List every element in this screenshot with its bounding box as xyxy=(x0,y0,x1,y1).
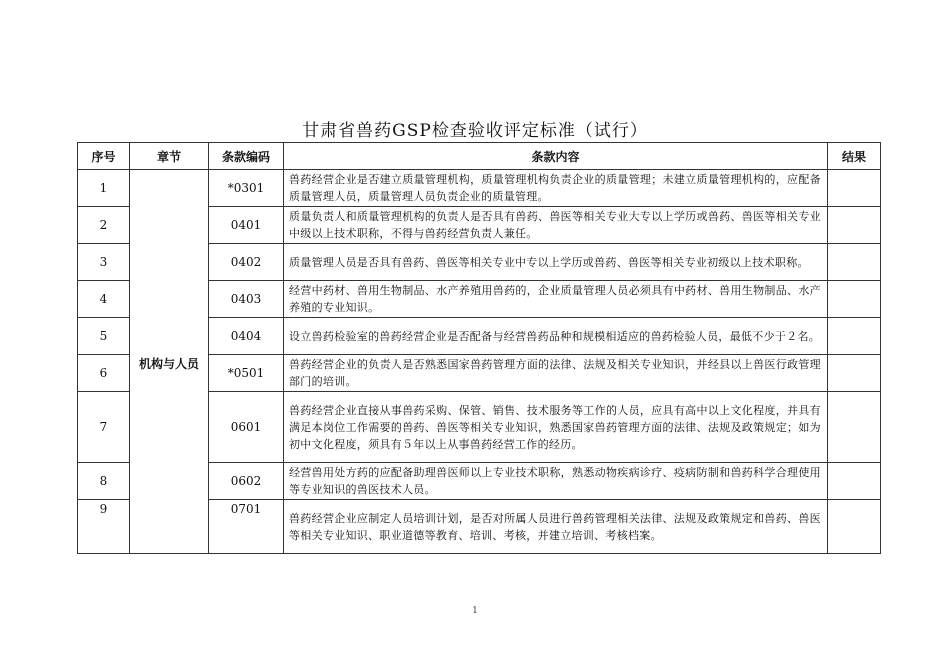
header-content: 条款内容 xyxy=(284,143,828,170)
row-code: 0401 xyxy=(209,207,284,244)
row-code: 0701 xyxy=(209,500,284,554)
row-seq: 4 xyxy=(78,281,130,318)
row-code: *0301 xyxy=(209,170,284,207)
header-code: 条款编码 xyxy=(209,143,284,170)
row-content: 经营中药材、兽用生物制品、水产养殖用兽药的，企业质量管理人员必须具有中药材、兽用生物制品、水产养殖的专业知识。 xyxy=(284,281,828,318)
row-seq: 3 xyxy=(78,244,130,281)
row-result xyxy=(828,463,881,500)
row-code: 0404 xyxy=(209,318,284,355)
row-result xyxy=(828,318,881,355)
row-content: 设立兽药检验室的兽药经营企业是否配备与经营兽药品种和规模相适应的兽药检验人员，最低不少于２名。 xyxy=(284,318,828,355)
row-result xyxy=(828,244,881,281)
row-result xyxy=(828,500,881,554)
row-result xyxy=(828,392,881,463)
inspection-standard-table xyxy=(77,142,881,554)
row-seq: 7 xyxy=(78,392,130,463)
row-seq: 1 xyxy=(78,170,130,207)
row-content: 经营兽用处方药的应配备助理兽医师以上专业技术职称，熟悉动物疾病诊疗、疫病防制和兽药科学合理使用等专业知识的兽医技术人员。 xyxy=(284,463,828,500)
row-seq: 2 xyxy=(78,207,130,244)
document-title: 甘肃省兽药GSP检查验收评定标准（试行） xyxy=(302,121,648,141)
row-result xyxy=(828,170,881,207)
table-header-row xyxy=(78,143,881,170)
chapter-cell: 机构与人员 xyxy=(130,170,209,554)
row-result xyxy=(828,207,881,244)
row-seq: 5 xyxy=(78,318,130,355)
row-content: 兽药经营企业应制定人员培训计划，是否对所属人员进行兽药管理相关法律、法规及政策规定和兽药、兽医等相关专业知识、职业道德等教育、培训、考核，并建立培训、考核档案。 xyxy=(284,500,828,554)
row-seq: 8 xyxy=(78,463,130,500)
row-content: 兽药经营企业的负责人是否熟悉国家兽药管理方面的法律、法规及相关专业知识，并经县以上兽医行政管理部门的培训。 xyxy=(284,355,828,392)
row-code: 0402 xyxy=(209,244,284,281)
row-seq: 9 xyxy=(78,500,130,554)
header-chapter: 章节 xyxy=(130,143,209,170)
row-code: *0501 xyxy=(209,355,284,392)
row-content: 质量负责人和质量管理机构的负责人是否具有兽药、兽医等相关专业大专以上学历或兽药、兽医等相关专业中级以上技术职称，不得与兽药经营负责人兼任。 xyxy=(284,207,828,244)
page-number: 1 xyxy=(472,606,478,616)
row-content: 质量管理人员是否具有兽药、兽医等相关专业中专以上学历或兽药、兽医等相关专业初级以上技术职称。 xyxy=(284,244,828,281)
row-content: 兽药经营企业直接从事兽药采购、保管、销售、技术服务等工作的人员，应具有高中以上文化程度，并具有满足本岗位工作需要的兽药、兽医等相关专业知识，熟悉国家兽药管理方面的法律、法规及政策规定；如为初中文化程度，须具有５年以上从事兽药经营工作的经历。 xyxy=(284,392,828,463)
row-seq: 6 xyxy=(78,355,130,392)
table-row xyxy=(78,170,881,207)
row-content: 兽药经营企业是否建立质量管理机构，质量管理机构负责企业的质量管理；未建立质量管理机构的，应配备质量管理人员，质量管理人员负责企业的质量管理。 xyxy=(284,170,828,207)
row-result xyxy=(828,355,881,392)
row-code: 0403 xyxy=(209,281,284,318)
row-result xyxy=(828,281,881,318)
header-seq: 序号 xyxy=(78,143,130,170)
row-code: 0602 xyxy=(209,463,284,500)
row-code: 0601 xyxy=(209,392,284,463)
header-result: 结果 xyxy=(828,143,881,170)
